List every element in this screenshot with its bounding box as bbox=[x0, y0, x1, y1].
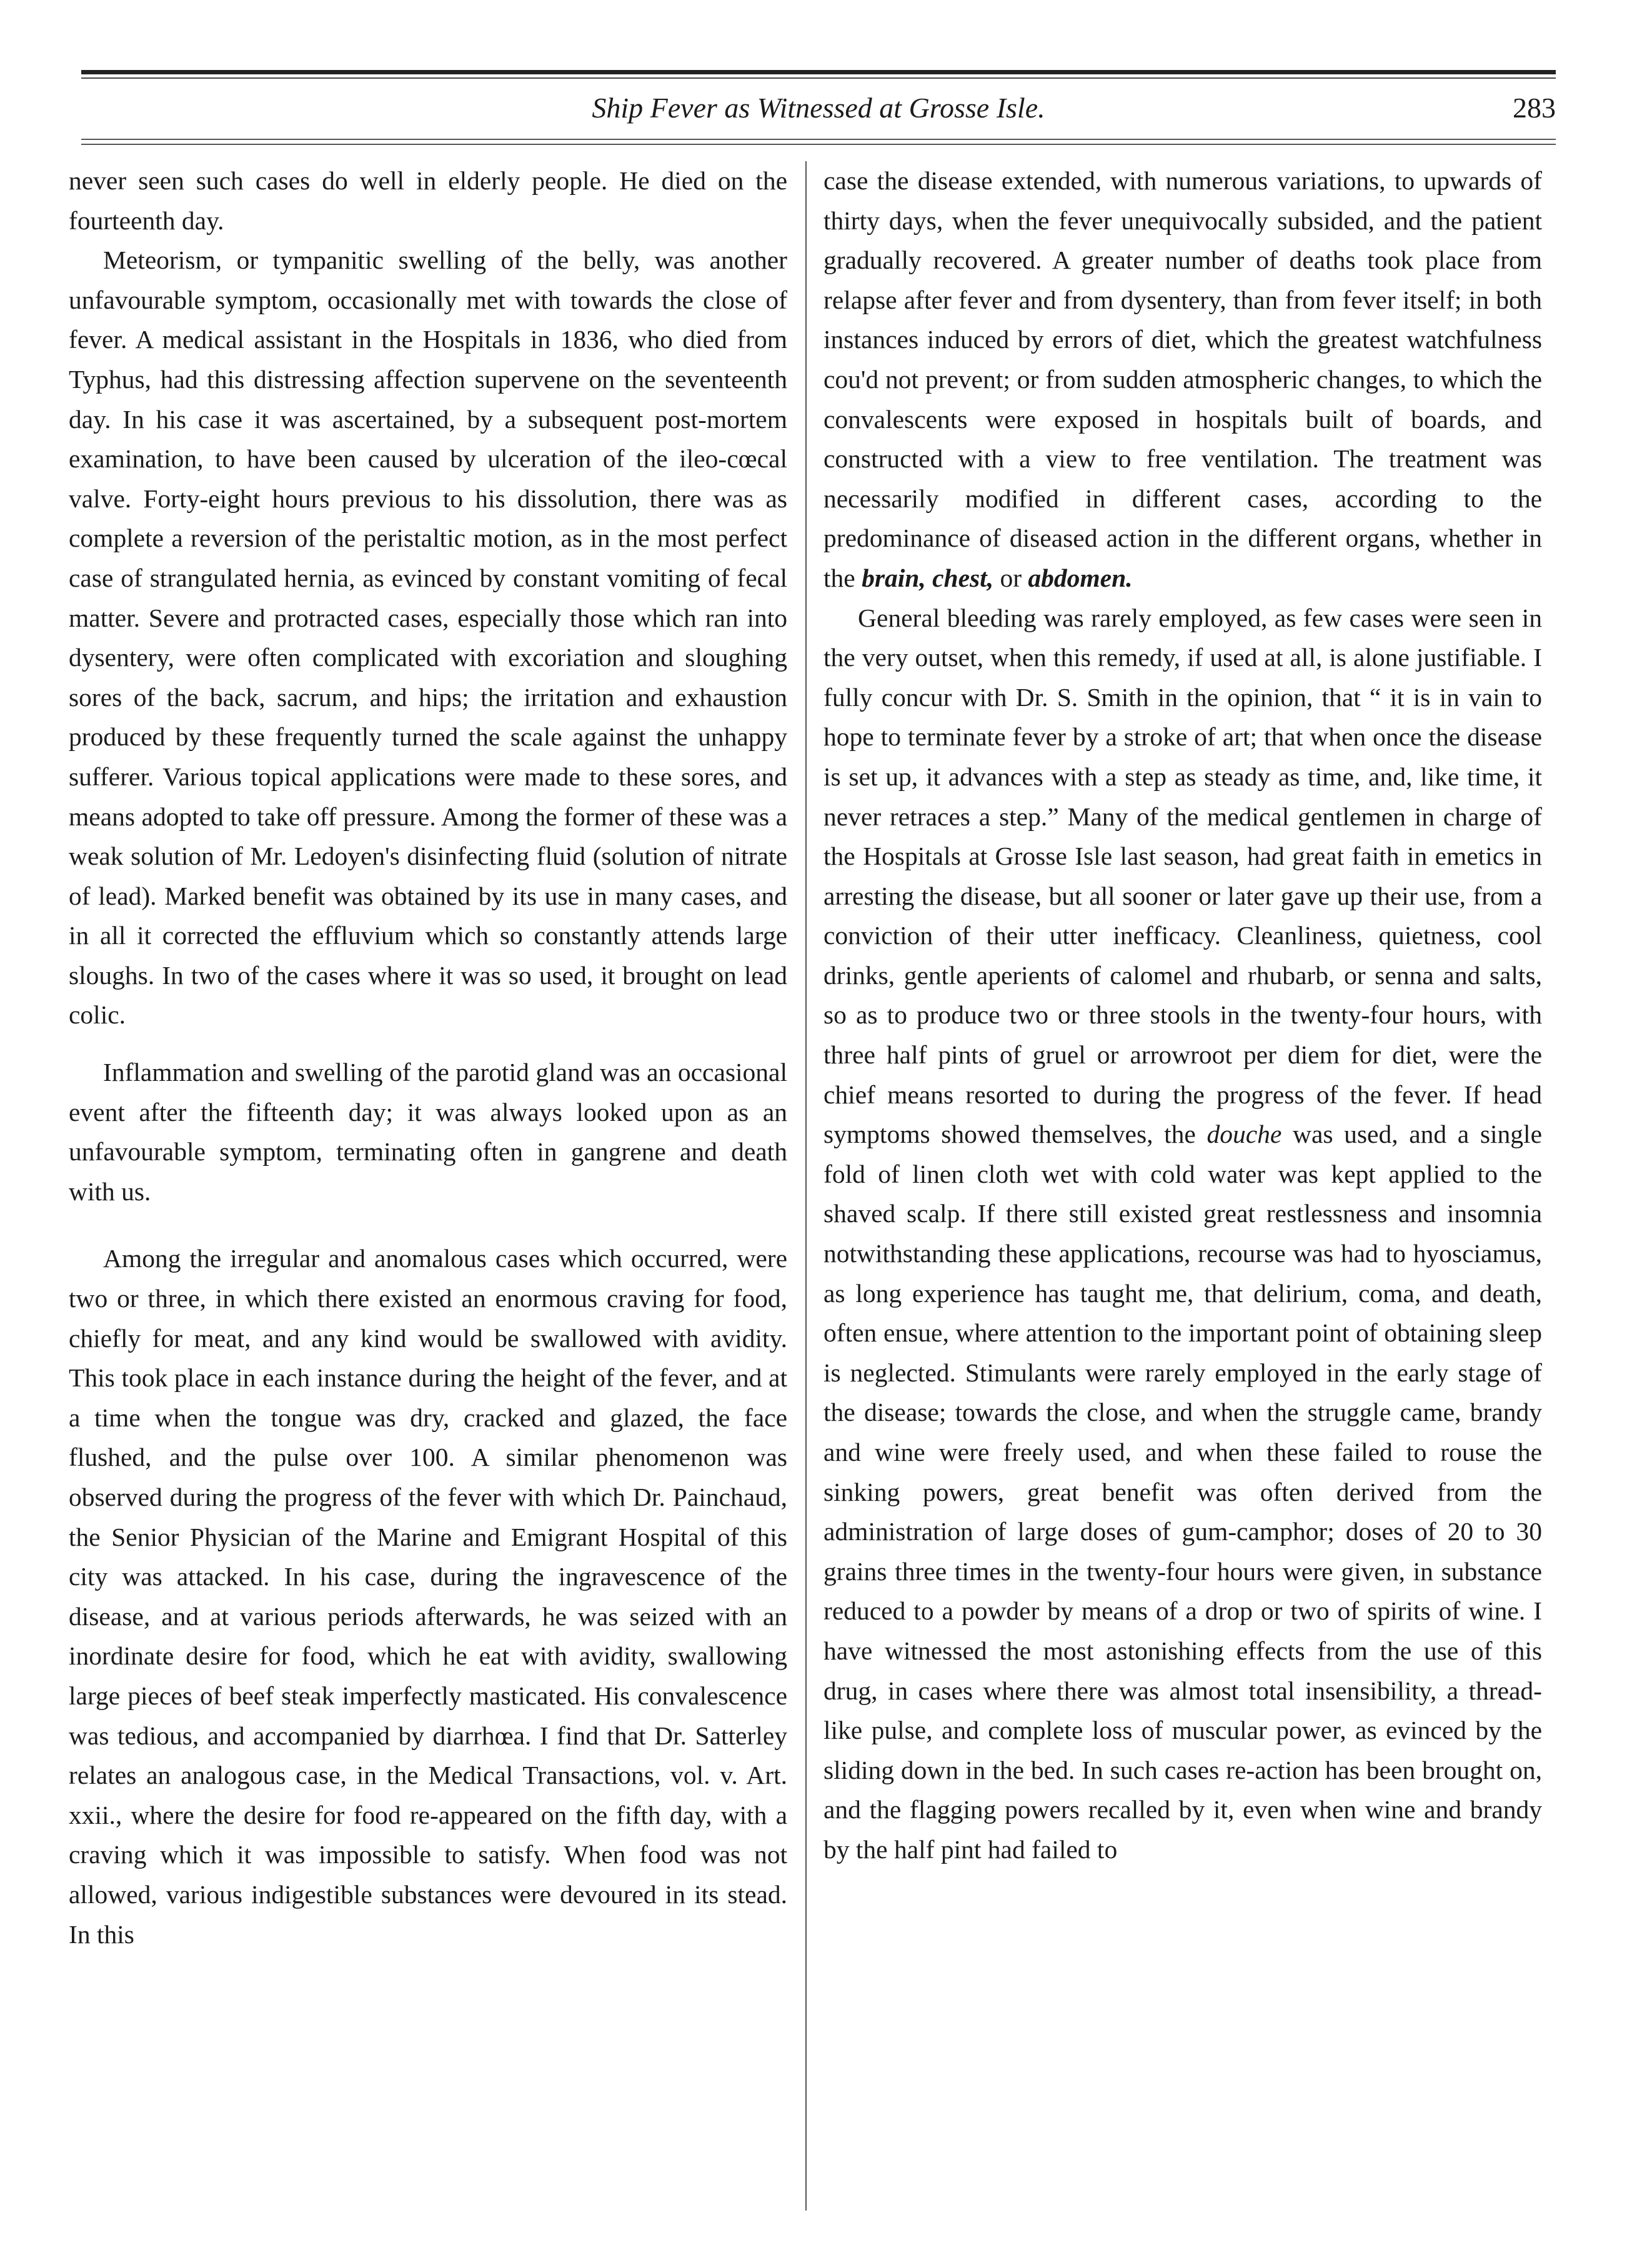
running-title: Ship Fever as Witnessed at Grosse Isle. bbox=[592, 92, 1045, 124]
header-rule-lower bbox=[81, 144, 1556, 145]
text-segment: case the disease extended, with numerous variations, to upwards of thirty days, when the fever unequivocally subsided, and the patient gradually recovered. A greater number of deaths took place from relapse after fever and from dysentery, than from fever itself; in both instances induced by errors of diet, which the greatest watchfulness cou'd not prevent; or from sudden atmospheric changes, to which the convalescents were exposed in hospitals built of boards, and constructed with a view to free ventilation. The treatment was necessarily modified in different cases, according to the predominance of diseased action in the different organs, whether in the bbox=[823, 166, 1542, 592]
paragraph-anomalous-cases: Among the irregular and anomalous cases which occurred, were two or three, in which there existed an enormous craving for food, chiefly for meat, and any kind would be swallowed with avidity. This took place in each instance during the height of the fever, and at a time when the tongue was dry, cracked and glazed, the face flushed, and the pulse over 100. A similar phenomenon was observed during the progress of the fever with which Dr. Painchaud, the Senior Physician of the Marine and Emigrant Hospital of this city was attacked. In his case, during the ingravescence of the disease, and at various periods afterwards, he was seized with an inordinate desire for food, which he eat with avidity, swallowing large pieces of beef steak imperfectly masticated. His convalescence was tedious, and accompanied by diarrhœa. I find that Dr. Satterley relates an analogous case, in the Medical Transactions, vol. v. Art. xxii., where the desire for food re-appeared on the fifth day, with a craving which it was impossible to satisfy. When food was not allowed, various indigestible substances were devoured in its stead. In this bbox=[69, 1244, 787, 1949]
text-segment: was used, and a single fold of linen cloth wet with cold water was kept applied to the shaved scalp. If there still existed great restlessness and insomnia notwithstanding these applications, recourse was had to hyosciamus, as long experience has taught me, that delirium, coma, and death, often ensue, where attention to the important point of obtaining sleep is neglected. Stimulants were rarely employed in the early stage of the disease; towards the close, and when the struggle came, brandy and wine were freely used, and when these failed to rouse the sinking powers, great benefit was often derived from the administration of large doses of gum-camphor; doses of 20 to 30 grains three times in the twenty-four hours were given, in substance reduced to a powder by means of a drop or two of spirits of wine. I have witnessed the most astonishing effects from the use of this drug, in cases where there was almost total insensibility, a thread-like pulse, and complete loss of muscular power, as evinced by the sliding down in the bed. In such cases re-action has been brought on, and the flagging powers recalled by it, even when wine and brandy by the half pint had failed to bbox=[823, 1120, 1542, 1864]
top-rule-thick bbox=[81, 70, 1556, 74]
paragraph-disease-extended bbox=[823, 161, 1542, 599]
emphasis-chest: chest, bbox=[932, 563, 994, 592]
text-segment: or bbox=[993, 563, 1028, 592]
emphasis-abdomen: abdomen. bbox=[1028, 563, 1133, 592]
running-head bbox=[81, 87, 1556, 131]
column-divider bbox=[805, 161, 807, 2211]
paragraph-meteorism: Meteorism, or tympanitic swelling of the belly, was another unfavourable symptom, occasionally met with towards the close of fever. A medical assistant in the Hospitals in 1836, who died from Typhus, had this distressing affection supervene on the seventeenth day. In his case it was ascertained, by a subsequent post-mortem examination, to have been caused by ulceration of the ileo-cœcal valve. Forty-eight hours previous to his dissolution, there was as complete a reversion of the peristaltic motion, as in the most perfect case of strangulated hernia, as evinced by constant vomiting of fecal matter. Severe and protracted cases, especially those which ran into dysentery, were often complicated with excoriation and sloughing sores of the back, sacrum, and hips; the irritation and exhaustion produced by these frequently turned the scale against the unhappy sufferer. Various topical applications were made to these sores, and means adopted to take off pressure. Among the former of these was a weak solution of Mr. Ledoyen's disinfecting fluid (solution of nitrate of lead). Marked benefit was obtained by its use in many cases, and in all it corrected the effluvium which so constantly attends large sloughs. In two of the cases where it was so used, it brought on lead colic. bbox=[69, 246, 787, 1030]
emphasis-brain: brain, bbox=[862, 563, 926, 592]
left-column bbox=[69, 161, 787, 2242]
header-rule-upper bbox=[81, 139, 1556, 140]
page-number: 283 bbox=[1513, 92, 1556, 124]
paragraph-continued: never seen such cases do well in elderly people. He died on the fourteenth day. bbox=[69, 166, 787, 235]
paragraph-general-bleeding bbox=[823, 599, 1542, 1870]
top-rule-thin bbox=[81, 77, 1556, 79]
paragraph-parotid: Inflammation and swelling of the parotid gland was an occasional event after the fifteenth day; it was always looked upon as an unfavourable symptom, terminating often in gangrene and death with us. bbox=[69, 1058, 787, 1206]
emphasis-douche: douche bbox=[1207, 1120, 1282, 1149]
right-column bbox=[823, 161, 1542, 2242]
text-segment: General bleeding was rarely employed, as few cases were seen in the very outset, when this remedy, if used at all, is alone justifiable. I fully concur with Dr. S. Smith in the opinion, that “ it is in vain to hope to terminate fever by a stroke of art; that when once the disease is set up, it advances with a step as steady as time, and, like time, it never retraces a step.” Many of the medical gentlemen in charge of the Hospitals at Grosse Isle last season, had great faith in emetics in arresting the disease, but all sooner or later gave up their use, from a conviction of their utter inefficacy. Cleanliness, quietness, cool drinks, gentle aperients of calomel and rhubarb, or senna and salts, so as to produce two or three stools in the twenty-four hours, with three half pints of gruel or arrowroot per diem for diet, were the chief means resorted to during the progress of the fever. If head symptoms showed themselves, the bbox=[823, 603, 1542, 1149]
